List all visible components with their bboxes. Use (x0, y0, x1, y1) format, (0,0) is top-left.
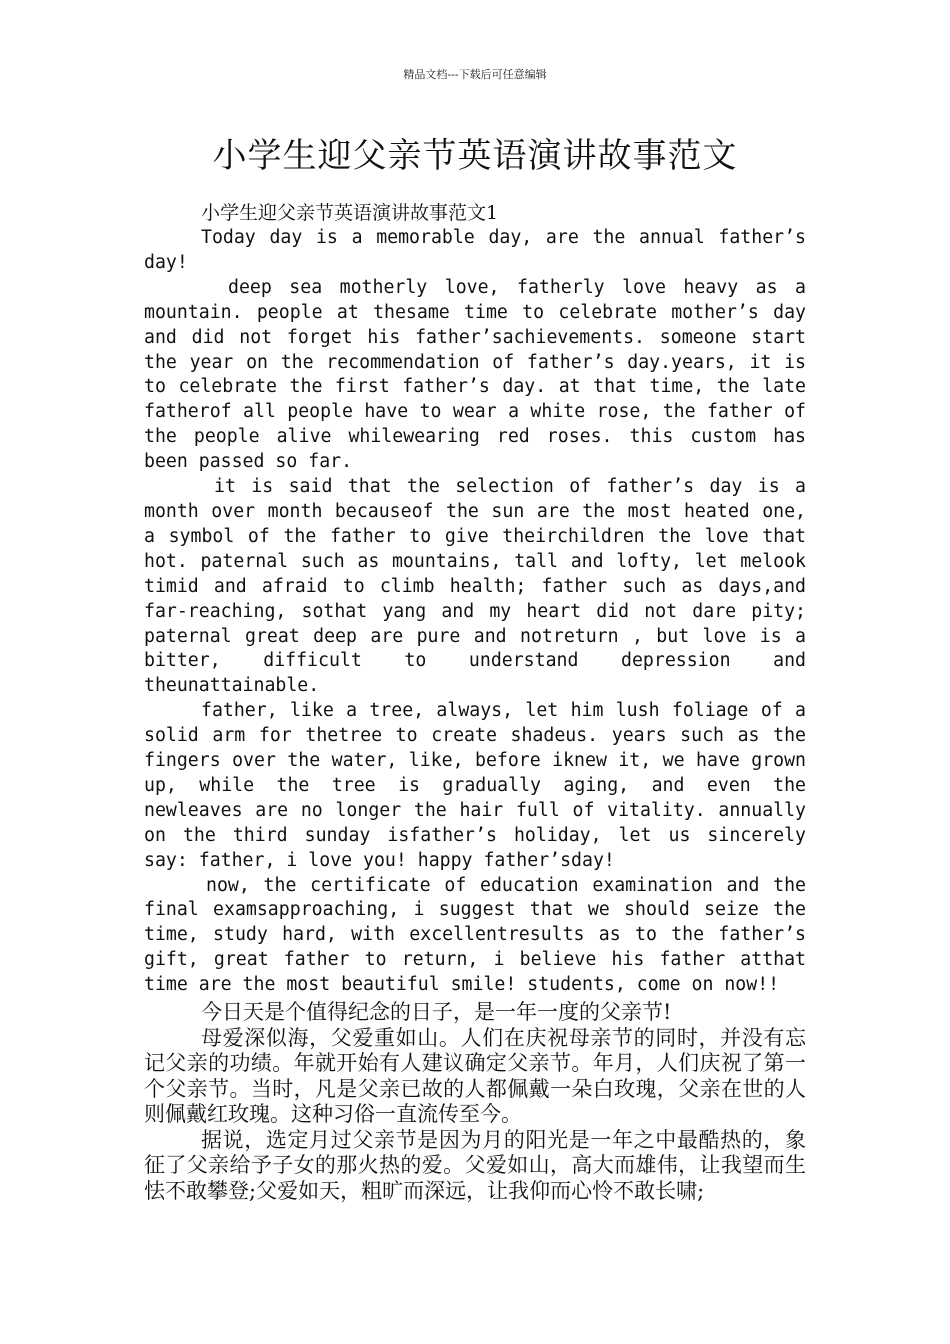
english-paragraph: Today day is a memorable day, are the annual father’s day! (144, 227, 806, 273)
header-note: 精品文档---下载后可任意编辑 (403, 68, 547, 81)
document-body (144, 200, 806, 1204)
chinese-paragraph: 据说，选定月过父亲节是因为月的阳光是一年之中最酷热的，象征了父亲给予子女的那火热的爱。父爱如山，高大而雄伟，让我望而生怯不敢攀登;父爱如天，粗旷而深远，让我仰而心怜不敢长啸; (144, 1127, 806, 1203)
chinese-paragraph: 母爱深似海，父爱重如山。人们在庆祝母亲节的同时，并没有忘记父亲的功绩。年就开始有人建议确定父亲节。年月，人们庆祝了第一个父亲节。当时，凡是父亲已故的人都佩戴一朵白玫瑰，父亲在世的人则佩戴红玫瑰。这种习俗一直流传至今。 (144, 1025, 806, 1127)
english-paragraph: deep sea motherly love, fatherly love heavy as a mountain. people at thesame time to celebrate mother’s day and did not forget his father’sachievements. someone start the year on the recommendation of father’s day.years, it is to celebrate the first father’s day. at that time, the late fatherof all people have to wear a white rose, the father of the people alive whilewearing red roses. this custom has been passed so far. (144, 276, 806, 473)
english-paragraph: now, the certificate of education examination and the final examsapproaching, i suggest that we should seize the time, study hard, with excellentresults as to the father’s gift, great father to return, i believe his father atthat time are the most beautiful smile! students, come on now!! (144, 874, 806, 996)
document-title: 小学生迎父亲节英语演讲故事范文 (212, 136, 738, 176)
chinese-paragraph: 今日天是个值得纪念的日子，是一年一度的父亲节! (201, 1000, 672, 1025)
english-paragraph: father, like a tree, always, let him lush foliage of a solid arm for thetree to create shadeus. years such as the fingers over the water, like, before iknew it, we have grown up, while the tree is gradually aging, and even the newleaves are no longer the hair full of vitality. annually on the third sunday isfather’s holiday, let us sincerely say: father, i love you! happy father’sday! (144, 700, 806, 871)
english-paragraph: it is said that the selection of father’s day is a month over month becauseof the sun are the most heated one, a symbol of the father to give theirchildren the love that hot. paternal such as mountains, tall and lofty, let melook timid and afraid to climb health; father such as days,and far-reaching, sothat yang and my heart did not dare pity; paternal great deep are pure and notreturn , but love is a bitter, difficult to understand depression and theunattainable. (144, 476, 806, 697)
section-subtitle: 小学生迎父亲节英语演讲故事范文1 (201, 202, 499, 224)
